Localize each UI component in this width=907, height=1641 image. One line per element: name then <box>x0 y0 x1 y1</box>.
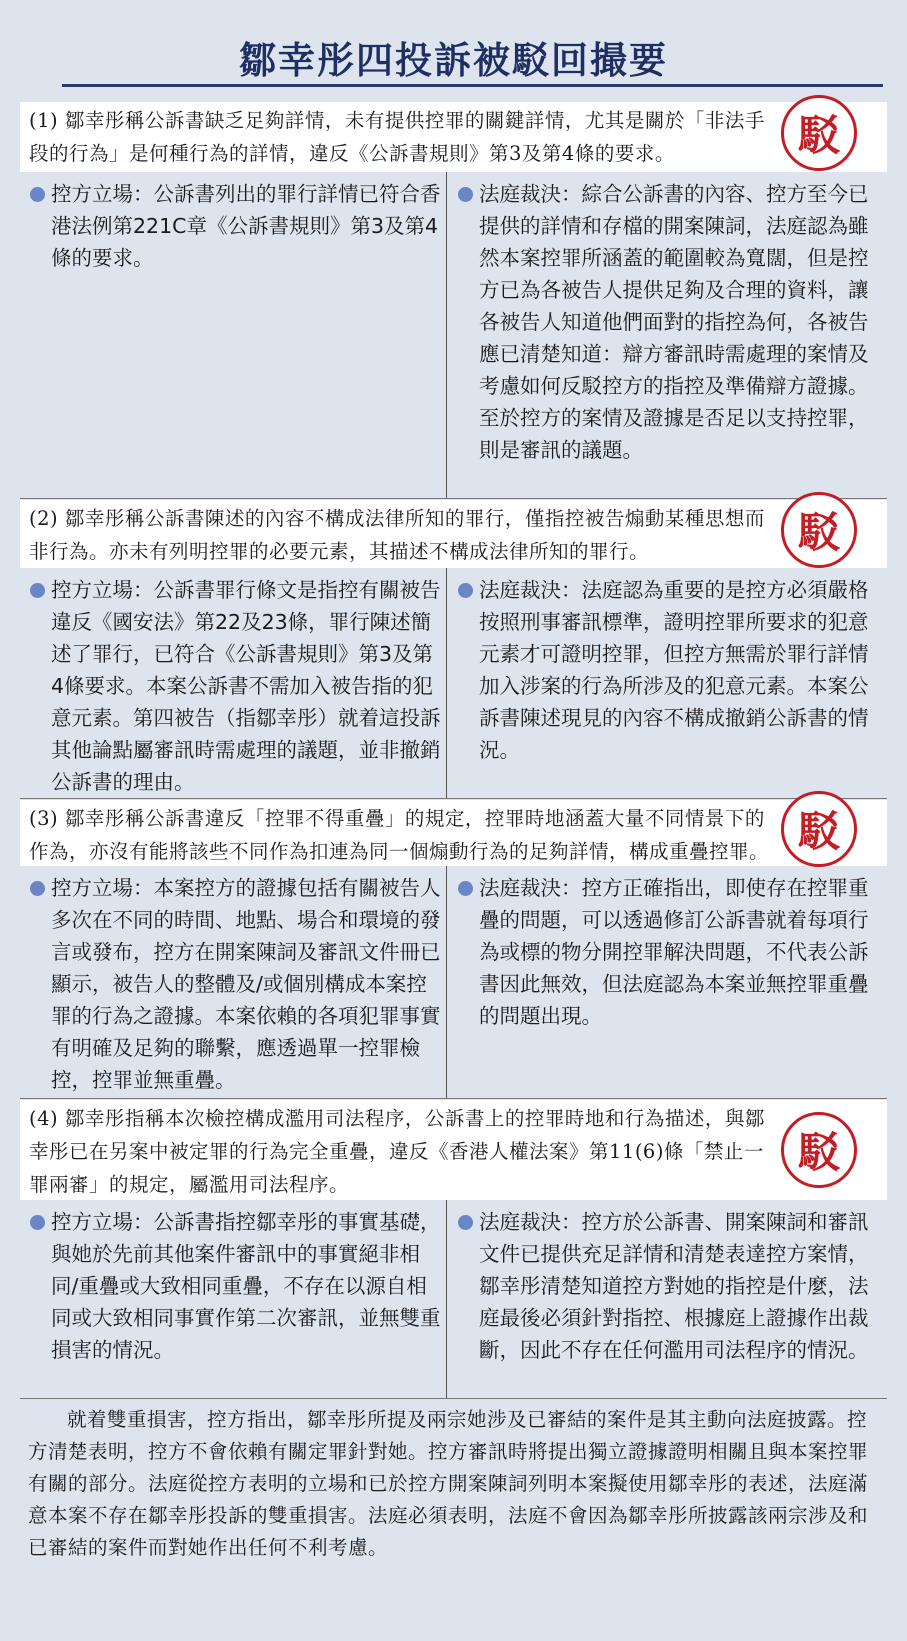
complaint-4-text: (4) 鄒幸彤指稱本次檢控構成濫用司法程序，公訴書上的控罪時地和行為描述，與鄒幸彤已在另案中被定罪的行為完全重疊，違反《香港人權法案》第11(6)條「禁止一罪兩審」的規定，屬濫用司法程序。 <box>20 1100 887 1200</box>
page-title: 鄒幸彤四投訴被駁回撮要 <box>239 39 668 82</box>
bullet-icon <box>30 187 45 202</box>
rejected-seal-icon: 駁 <box>781 1112 857 1188</box>
court-text: 法庭裁決：法庭認為重要的是控方必須嚴格按照刑事審訊標準，證明控罪所要求的犯意元素才可證明控罪，但控方無需於罪行詳情加入涉案的行為所涉及的犯意元素。本案公訴書陳述現見的內容不構成撤銷公訴書的情況。 <box>479 578 869 762</box>
rejected-seal-icon: 駁 <box>781 791 857 867</box>
rejected-seal-icon: 駁 <box>781 492 857 568</box>
court-text: 法庭裁決：控方正確指出，即使存在控罪重疊的問題，可以透過修訂公訴書就着每項行為或標的物分開控罪解決問題，不代表公訴書因此無效，但法庭認為本案並無控罪重疊的問題出現。 <box>479 876 869 1028</box>
section-divider <box>20 1398 887 1399</box>
complaint-1-responses <box>20 172 887 498</box>
bullet-icon <box>458 187 473 202</box>
bullet-icon <box>30 583 45 598</box>
bullet-icon <box>458 1215 473 1230</box>
complaint-1-text: (1) 鄒幸彤稱公訴書缺乏足夠詳情，未有提供控罪的關鍵詳情，尤其是關於「非法手段的行為」是何種行為的詳情，違反《公訴書規則》第3及第4條的要求。 <box>20 102 887 172</box>
rejected-seal-icon: 駁 <box>781 95 857 171</box>
section-divider <box>20 798 887 799</box>
bullet-icon <box>30 1215 45 1230</box>
court-ruling <box>448 1200 887 1366</box>
complaint-2-responses <box>20 568 887 798</box>
prosecution-position <box>20 1200 447 1366</box>
prosecution-position <box>20 172 447 274</box>
complaint-2-text: (2) 鄒幸彤稱公訴書陳述的內容不構成法律所知的罪行，僅指控被告煽動某種思想而非行為。亦未有列明控罪的必要元素，其描述不構成法律所知的罪行。 <box>20 500 887 568</box>
bullet-icon <box>458 583 473 598</box>
court-text: 法庭裁決：綜合公訴書的內容、控方至今已提供的詳情和存檔的開案陳詞，法庭認為雖然本案控罪所涵蓋的範圍較為寬闊，但是控方已為各被告人提供足夠及合理的資料，讓各被告人知道他們面對的指控為何，各被告應已清楚知道：辯方審訊時需處理的案情及考慮如何反駁控方的指控及準備辯方證據。至於控方的案情及證據是否足以支持控罪，則是審訊的議題。 <box>479 182 869 462</box>
section-divider <box>20 498 887 499</box>
title-divider <box>62 84 883 87</box>
prosecution-text: 控方立場：本案控方的證據包括有關被告人多次在不同的時間、地點、場合和環境的發言或發布，控方在開案陳詞及審訊文件冊已顯示，被告人的整體及/或個別構成本案控罪的行為之證據。本案依賴的各項犯罪事實有明確及足夠的聯繫，應透過單一控罪檢控，控罪並無重疊。 <box>51 876 441 1092</box>
prosecution-text: 控方立場：公訴書列出的罪行詳情已符合香港法例第221C章《公訴書規則》第3及第4條的要求。 <box>51 182 441 270</box>
court-ruling <box>448 568 887 766</box>
bullet-icon <box>30 881 45 896</box>
prosecution-text: 控方立場：公訴書指控鄒幸彤的事實基礎，與她於先前其他案件審訊中的事實絕非相同/重疊或大致相同重疊，不存在以源自相同或大致相同事實作第二次審訊，並無雙重損害的情況。 <box>51 1210 441 1362</box>
prosecution-position <box>20 866 447 1096</box>
court-ruling <box>448 866 887 1032</box>
court-ruling <box>448 172 887 466</box>
complaint-4-responses <box>20 1200 887 1398</box>
complaint-3-text: (3) 鄒幸彤稱公訴書違反「控罪不得重疊」的規定，控罪時地涵蓋大量不同情景下的作為，亦沒有能將該些不同作為扣連為同一個煽動行為的足夠詳情，構成重疊控罪。 <box>20 800 887 866</box>
court-text: 法庭裁決：控方於公訴書、開案陳詞和審訊文件已提供充足詳情和清楚表達控方案情，鄒幸彤清楚知道控方對她的指控是什麼，法庭最後必須針對指控、根據庭上證據作出裁斷，因此不存在任何濫用司法程序的情況。 <box>479 1210 869 1362</box>
prosecution-text: 控方立場：公訴書罪行條文是指控有關被告違反《國安法》第22及23條，罪行陳述簡述了罪行，已符合《公訴書規則》第3及第4條要求。本案公訴書不需加入被告指的犯意元素。第四被告（指鄒幸彤）就着這投訴其他論點屬審訊時需處理的議題，並非撤銷公訴書的理由。 <box>51 578 441 794</box>
prosecution-position <box>20 568 447 798</box>
bullet-icon <box>458 881 473 896</box>
section-divider <box>20 1098 887 1099</box>
double-jeopardy-summary: 就着雙重損害，控方指出，鄒幸彤所提及兩宗她涉及已審結的案件是其主動向法庭披露。控方清楚表明，控方不會依賴有關定罪針對她。控方審訊時將提出獨立證據證明相關且與本案控罪有關的部分。法庭從控方表明的立場和已於控方開案陳詞列明本案擬使用鄒幸彤的表述，法庭滿意本案不存在鄒幸彤投訴的雙重損害。法庭必須表明，法庭不會因為鄒幸彤所披露該兩宗涉及和已審結的案件而對她作出任何不利考慮。 <box>28 1408 869 1559</box>
complaint-3-responses <box>20 866 887 1098</box>
